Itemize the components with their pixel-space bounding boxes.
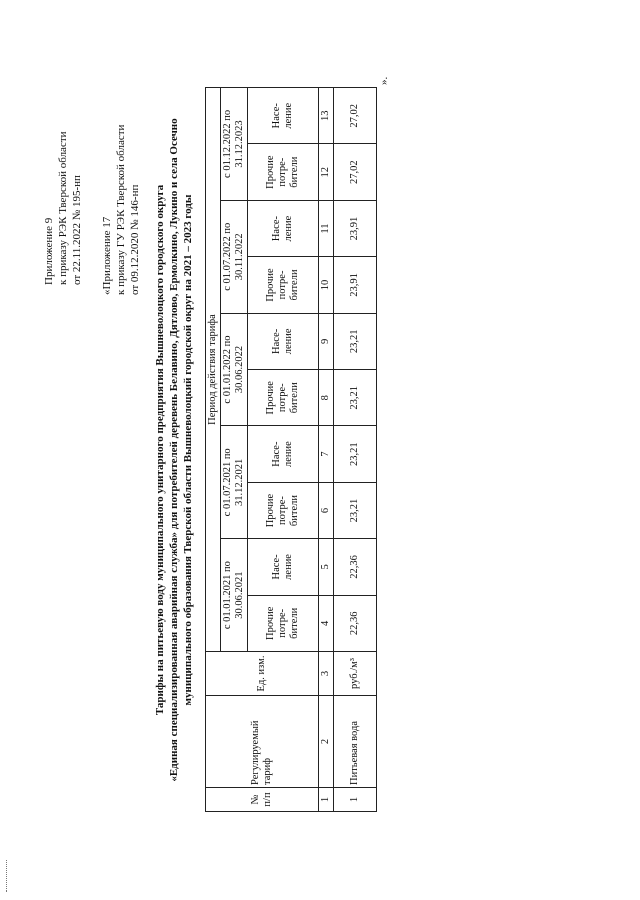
appendix-line: к приказу ГУ РЭК Тверской области: [115, 124, 127, 295]
appendix-line: Приложение 9: [43, 217, 55, 285]
footer-divider: [6, 860, 7, 892]
table-row: [334, 88, 377, 812]
tariff-value: 23,21: [334, 482, 377, 538]
header-period: Период действия тарифа: [206, 88, 221, 652]
appendix-line: к приказу РЭК Тверской области: [57, 131, 69, 285]
header-tariff: Регулируемый тариф: [206, 696, 319, 788]
column-number: 4: [319, 595, 334, 651]
closing-quote: ».: [378, 76, 390, 85]
subheader-other-consumers: Прочие потре- бители: [248, 144, 319, 200]
subheader-population: Насе- ление: [248, 88, 319, 144]
subheader-other-consumers: Прочие потре- бители: [248, 257, 319, 313]
column-number: 1: [319, 788, 334, 812]
row-unit: руб./м³: [334, 652, 377, 696]
column-number: 2: [319, 696, 334, 788]
period-header: с 01.01.2021 по 30.06.2021: [221, 539, 248, 652]
header-unit: Ед. изм.: [206, 652, 319, 696]
period-header: с 01.01.2022 по 30.06.2022: [221, 313, 248, 426]
tariff-value: 23,21: [334, 313, 377, 369]
row-tariff-name: Питьевая вода: [334, 696, 377, 788]
column-number: 6: [319, 482, 334, 538]
tariff-value: 23,91: [334, 257, 377, 313]
subheader-population: Насе- ление: [248, 313, 319, 369]
tariff-value: 22,36: [334, 595, 377, 651]
tariff-value: 23,91: [334, 200, 377, 256]
subheader-other-consumers: Прочие потре- бители: [248, 595, 319, 651]
period-header: с 01.07.2022 по 30.11.2022: [221, 200, 248, 313]
appendix-current-note: [42, 131, 84, 285]
subheader-other-consumers: Прочие потре- бители: [248, 482, 319, 538]
subheader-population: Насе- ление: [248, 426, 319, 482]
subheader-population: Насе- ление: [248, 200, 319, 256]
period-header: с 01.07.2021 по 31.12.2021: [221, 426, 248, 539]
tariff-value: 27,02: [334, 144, 377, 200]
tariff-value: 27,02: [334, 88, 377, 144]
title-line: Тарифы на питьевую воду муниципального унитарного предприятия Вышневолоцкого городского округа: [154, 184, 166, 716]
tariff-value: 23,21: [334, 426, 377, 482]
document-title: [153, 0, 195, 900]
subheader-other-consumers: Прочие потре- бители: [248, 370, 319, 426]
appendix-line: от 09.12.2020 № 146-нп: [129, 184, 141, 295]
column-number: 12: [319, 144, 334, 200]
column-number: 10: [319, 257, 334, 313]
column-number: 8: [319, 370, 334, 426]
appendix-line: от 22.11.2022 № 195-нп: [71, 175, 83, 285]
appendix-line: «Приложение 17: [101, 216, 113, 295]
appendix-previous-note: [100, 125, 142, 295]
column-number: 13: [319, 88, 334, 144]
header-number: № п/п: [206, 788, 319, 812]
column-number: 7: [319, 426, 334, 482]
subheader-population: Насе- ление: [248, 539, 319, 595]
title-line: муниципального образования Тверской области Вышневолоцкий городской округ на 2021 – 2023 годы: [182, 194, 194, 706]
title-line: «Единая специализированная аварийная служба» для потребителей деревень Белавино, Дятлово, Ермолкино, Лукино и села Осечно: [168, 118, 180, 782]
tariff-value: 22,36: [334, 539, 377, 595]
column-number: 3: [319, 652, 334, 696]
column-number: 5: [319, 539, 334, 595]
tariff-table: [205, 87, 377, 812]
period-header: с 01.12.2022 по 31.12.2023: [221, 88, 248, 201]
row-number: 1: [334, 788, 377, 812]
tariff-value: 23,21: [334, 370, 377, 426]
column-number: 11: [319, 200, 334, 256]
column-number: 9: [319, 313, 334, 369]
